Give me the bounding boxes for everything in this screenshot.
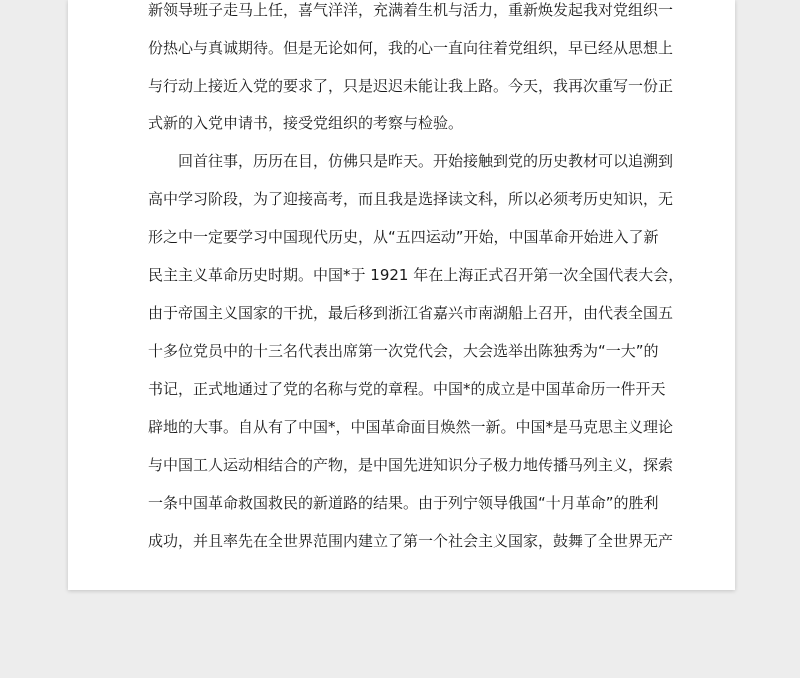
text-line: 十多位党员中的十三名代表出席第一次党代会，大会选举出陈独秀为“一大”的 [148,342,659,360]
text-line: 与中国工人运动相结合的产物，是中国先进知识分子极力地传播马列主义，探索 [148,456,674,474]
text-line: 高中学习阶段，为了迎接高考，而且我是选择读文科，所以必须考历史知识，无 [148,190,674,208]
text-line: 形之中一定要学习中国现代历史，从“五四运动”开始，中国革命开始进入了新 [148,228,659,246]
text-line: 辟地的大事。自从有了中国*，中国革命面目焕然一新。中国*是马克思主义理论 [148,418,674,436]
text-line: 成功，并且率先在全世界范围内建立了第一个社会主义国家，鼓舞了全世界无产 [148,532,674,550]
text-line: 式新的入党申请书，接受党组织的考察与检验。 [148,114,464,132]
text-line: 一条中国革命救国救民的新道路的结果。由于列宁领导俄国“十月革命”的胜利 [148,494,659,512]
text-line: 份热心与真诚期待。但是无论如何，我的心一直向往着党组织，早已经从思想上 [148,39,674,57]
text-line: 书记，正式地通过了党的名称与党的章程。中国*的成立是中国革命历一件开天 [148,380,666,398]
text-line: 民主主义革命历史时期。中国*于 1921 年在上海正式召开第一次全国代表大会， [148,266,684,284]
text-line: 新领导班子走马上任，喜气洋洋，充满着生机与活力，重新焕发起我对党组织一 [148,1,674,19]
paragraph-first-line: 回首往事，历历在目，仿佛只是昨天。开始接触到党的历史教材可以追溯到 [178,152,674,170]
document-page [68,0,735,590]
text-line: 与行动上接近入党的要求了，只是迟迟未能让我上路。今天，我再次重写一份正 [148,77,674,95]
text-line: 由于帝国主义国家的干扰，最后移到浙江省嘉兴市南湖船上召开，由代表全国五 [148,304,674,322]
